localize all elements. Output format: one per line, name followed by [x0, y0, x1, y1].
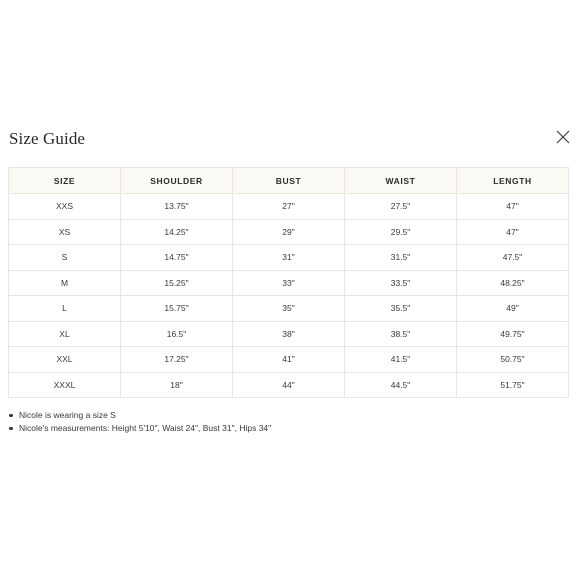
table-row	[9, 372, 569, 398]
list-item	[8, 422, 271, 435]
cell-size: L	[9, 296, 121, 322]
cell-shoulder: 14.75"	[121, 245, 233, 271]
bullet-icon	[9, 414, 13, 418]
cell-length: 49"	[457, 296, 569, 322]
cell-size: XXXL	[9, 372, 121, 398]
cell-bust: 31"	[233, 245, 345, 271]
cell-waist: 27.5"	[345, 194, 457, 220]
cell-length: 51.75"	[457, 372, 569, 398]
cell-shoulder: 15.75"	[121, 296, 233, 322]
note-text: Nicole's measurements: Height 5'10", Waist 24", Bust 31", Hips 34"	[19, 423, 272, 433]
table-header-row	[9, 168, 569, 194]
cell-length: 50.75"	[457, 347, 569, 373]
cell-size: XXL	[9, 347, 121, 373]
note-text: Nicole is wearing a size S	[19, 410, 116, 420]
close-icon	[556, 130, 570, 144]
cell-bust: 27"	[233, 194, 345, 220]
modal-title: Size Guide	[9, 129, 86, 148]
cell-bust: 29"	[233, 219, 345, 245]
cell-shoulder: 18"	[121, 372, 233, 398]
cell-bust: 33"	[233, 270, 345, 296]
cell-waist: 29.5"	[345, 219, 457, 245]
cell-waist: 41.5"	[345, 347, 457, 373]
cell-shoulder: 15.25"	[121, 270, 233, 296]
cell-shoulder: 17.25"	[121, 347, 233, 373]
list-item	[8, 409, 271, 422]
cell-shoulder: 13.75"	[121, 194, 233, 220]
cell-waist: 35.5"	[345, 296, 457, 322]
table-row	[9, 219, 569, 245]
cell-bust: 41"	[233, 347, 345, 373]
cell-waist: 44.5"	[345, 372, 457, 398]
cell-length: 47"	[457, 219, 569, 245]
column-header-size: SIZE	[9, 168, 121, 194]
cell-waist: 38.5"	[345, 321, 457, 347]
cell-waist: 33.5"	[345, 270, 457, 296]
table-row	[9, 296, 569, 322]
cell-size: XS	[9, 219, 121, 245]
cell-size: M	[9, 270, 121, 296]
cell-length: 49.75"	[457, 321, 569, 347]
cell-length: 47"	[457, 194, 569, 220]
column-header-length: LENGTH	[457, 168, 569, 194]
cell-shoulder: 14.25"	[121, 219, 233, 245]
model-notes-list	[8, 409, 271, 435]
cell-bust: 44"	[233, 372, 345, 398]
cell-size: XL	[9, 321, 121, 347]
cell-length: 48.25"	[457, 270, 569, 296]
close-button[interactable]	[556, 130, 570, 144]
table-row	[9, 321, 569, 347]
table-row	[9, 347, 569, 373]
bullet-icon	[9, 427, 13, 431]
cell-bust: 38"	[233, 321, 345, 347]
cell-waist: 31.5"	[345, 245, 457, 271]
cell-size: S	[9, 245, 121, 271]
column-header-waist: WAIST	[345, 168, 457, 194]
cell-shoulder: 16.5"	[121, 321, 233, 347]
column-header-shoulder: SHOULDER	[121, 168, 233, 194]
size-chart-table	[8, 167, 569, 398]
table-row	[9, 270, 569, 296]
cell-length: 47.5"	[457, 245, 569, 271]
table-row	[9, 194, 569, 220]
cell-size: XXS	[9, 194, 121, 220]
table-row	[9, 245, 569, 271]
cell-bust: 35"	[233, 296, 345, 322]
column-header-bust: BUST	[233, 168, 345, 194]
